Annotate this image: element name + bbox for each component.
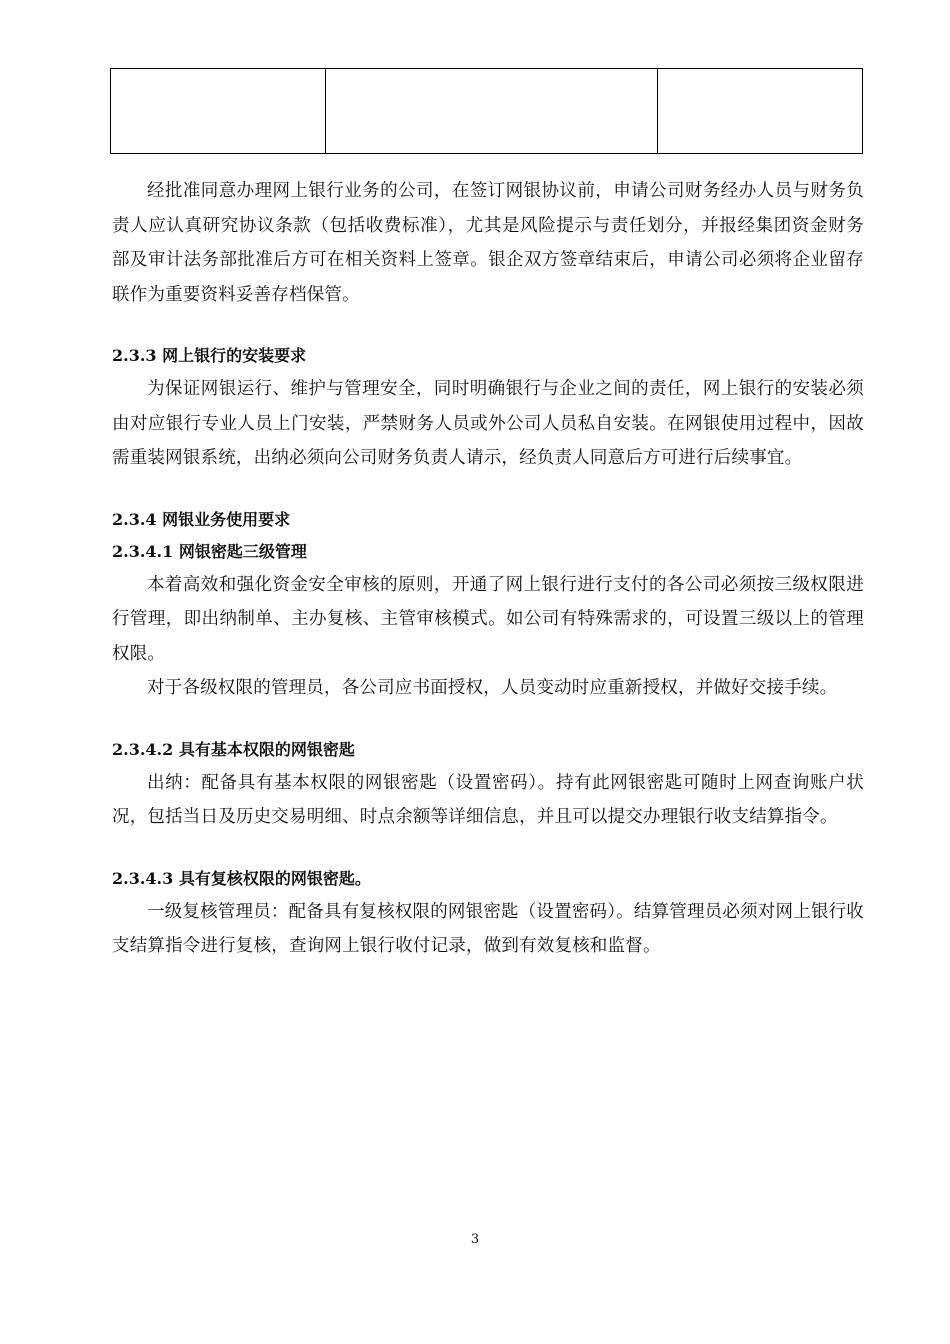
top-table-fragment (110, 68, 863, 154)
paragraph-2-3-4-1-b: 对于各级权限的管理员，各公司应书面授权，人员变动时应重新授权，并做好交接手续。 (147, 678, 838, 698)
paragraph-2-3-4-1-a: 本着高效和强化资金安全审核的原则，开通了网上银行进行支付的各公司必须按三级权限进行管理，即出纳制单、主办复核、主管审核模式。如公司有特殊需求的，可设置三级以上的管理权限。 (112, 574, 864, 664)
heading-2-3-4-1: 2.3.4.1 网银密匙三级管理 (112, 541, 307, 561)
paragraph-2-3-3: 为保证网银运行、维护与管理安全，同时明确银行与企业之间的责任，网上银行的安装必须由对应银行专业人员上门安装，严禁财务人员或外公司人员私自安装。在网银使用过程中，因故需重装网银系统，出纳必须向公司财务负责人请示，经负责人同意后方可进行后续事宜。 (112, 379, 864, 468)
heading-2-3-3: 2.3.3 网上银行的安装要求 (112, 346, 307, 365)
table-row (111, 69, 863, 154)
page-number: 3 (470, 1232, 480, 1247)
document-body (112, 174, 864, 964)
paragraph-2-3-4-3: 一级复核管理员：配备具有复核权限的网银密匙（设置密码）。结算管理员必须对网上银行收支结算指令进行复核，查询网上银行收付记录，做到有效复核和监督。 (112, 901, 864, 956)
table-cell (326, 69, 658, 154)
heading-2-3-4-3: 2.3.4.3 具有复核权限的网银密匙。 (112, 868, 371, 888)
heading-2-3-4-2: 2.3.4.2 具有基本权限的网银密匙 (112, 739, 355, 759)
intro-paragraph: 经批准同意办理网上银行业务的公司，在签订网银协议前，申请公司财务经办人员与财务负责人应认真研究协议条款（包括收费标准），尤其是风险提示与责任划分，并报经集团资金财务部及审计法务部批准后方可在相关资料上签章。银企双方签章结束后，申请公司必须将企业留存联作为重要资料妥善存档保管。 (112, 181, 864, 305)
table-cell (658, 69, 863, 154)
paragraph-2-3-4-2: 出纳：配备具有基本权限的网银密匙（设置密码）。持有此网银密匙可随时上网查询账户状况，包括当日及历史交易明细、时点余额等详细信息，并且可以提交办理银行收支结算指令。 (112, 772, 864, 827)
heading-2-3-4: 2.3.4 网银业务使用要求 (112, 509, 291, 529)
table-cell (111, 69, 326, 154)
